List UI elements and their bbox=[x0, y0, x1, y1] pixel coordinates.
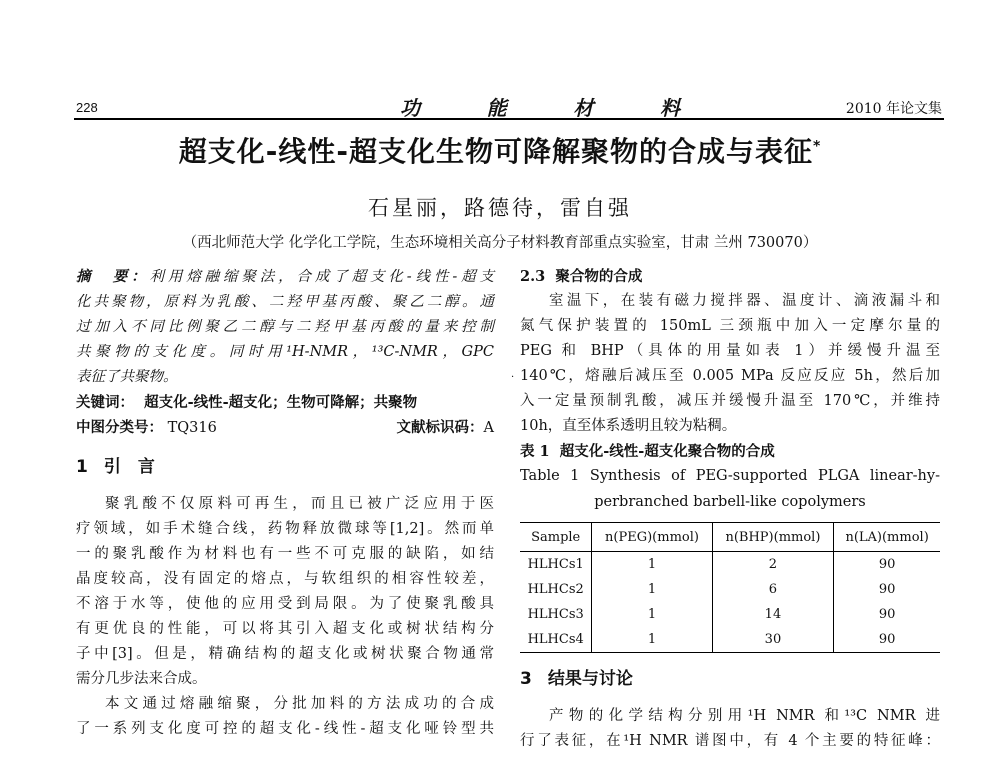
subsection-title: 聚合物的合成 bbox=[555, 268, 643, 285]
title-footnote-mark: * bbox=[812, 138, 822, 155]
keywords-value: 超支化-线性-超支化；生物可降解；共聚物 bbox=[144, 394, 418, 411]
table-caption-cn bbox=[520, 439, 940, 464]
paragraph-line: 一的聚乳酸作为材料也有一些不可克服的缺陷，如结 bbox=[76, 546, 494, 562]
table-cell: HLHCs4 bbox=[527, 632, 584, 647]
table-cell: 2 bbox=[712, 552, 834, 578]
paragraph-line: 行了表征，在¹H NMR 谱图中，有 4 个主要的特征峰： bbox=[520, 733, 940, 749]
paragraph-line: 晶度较高，没有固定的熔点，与软组织的相容性较差， bbox=[76, 571, 494, 587]
table-cell: 1 bbox=[592, 602, 712, 627]
section-number: 1 bbox=[76, 457, 88, 477]
paragraph bbox=[76, 692, 494, 742]
abstract-label: 摘 要： bbox=[76, 268, 150, 285]
abstract-line: 共聚物的支化度。同时用¹H-NMR，¹³C-NMR，GPC bbox=[76, 344, 494, 360]
subsection-heading bbox=[520, 264, 940, 289]
clc-value: TQ316 bbox=[167, 420, 217, 436]
journal-char: 料 bbox=[659, 96, 680, 120]
section-heading bbox=[76, 455, 494, 480]
paragraph-line: 本文通过熔融缩聚，分批加料的方法成功的合成 bbox=[105, 696, 494, 712]
table-row bbox=[520, 577, 940, 602]
table-cell: HLHCs2 bbox=[527, 582, 584, 597]
table-cell: 90 bbox=[834, 552, 940, 578]
paragraph-line: 子中[3]。但是，精确结构的超支化或树状聚合物通常 bbox=[76, 646, 494, 662]
right-column bbox=[520, 264, 940, 754]
affiliation: （西北师范大学 化学化工学院，生态环境相关高分子材料教育部重点实验室，甘肃 兰州 730070） bbox=[182, 235, 818, 251]
paragraph-line: 有更优良的性能，可以将其引入超支化或树状结构分 bbox=[76, 621, 494, 637]
paragraph-line: PEG 和 BHP（具体的用量如表 1）并缓慢升温至 bbox=[520, 343, 940, 359]
table-caption-en: perbranched barbell-like copolymers bbox=[594, 494, 866, 510]
synthesis-table bbox=[520, 522, 940, 653]
clc-label: 中图分类号： bbox=[76, 419, 163, 436]
margin-dot: · bbox=[511, 372, 515, 383]
table-cell: 6 bbox=[712, 577, 834, 602]
journal-name bbox=[400, 92, 680, 121]
paragraph-line: 140℃，熔融后减压至 0.005 MPa 反应反应 5h，然后加 bbox=[520, 368, 940, 384]
column-header: n(PEG)(mmol) bbox=[592, 523, 712, 552]
column-header: Sample bbox=[531, 529, 581, 545]
paragraph-line: 室温下，在装有磁力搅拌器、温度计、滴液漏斗和 bbox=[549, 293, 940, 309]
journal-char: 功 bbox=[400, 96, 420, 120]
table-title-cn: 超支化-线性-超支化聚合物的合成 bbox=[559, 443, 775, 460]
table-cell: 90 bbox=[834, 577, 940, 602]
left-column bbox=[76, 264, 494, 742]
article-title bbox=[0, 130, 1000, 170]
abstract-line: 化共聚物，原料为乳酸、二羟甲基丙酸、聚乙二醇。通 bbox=[76, 294, 494, 310]
abstract-line: 过加入不同比例聚乙二醇与二羟甲基丙酸的量来控制 bbox=[76, 319, 494, 335]
table-cell: 90 bbox=[834, 602, 940, 627]
paragraph-line: 入一定量预制乳酸，减压并缓慢升温至 170℃，并维持 bbox=[520, 393, 940, 409]
paragraph bbox=[76, 492, 494, 692]
paragraph-line: 产物的化学结构分别用¹H NMR 和¹³C NMR 进 bbox=[549, 708, 940, 724]
keywords bbox=[76, 390, 494, 415]
abstract-line: 表征了共聚物。 bbox=[76, 369, 178, 385]
table-cell: HLHCs1 bbox=[527, 557, 584, 572]
subsection-number: 2.3 bbox=[520, 268, 546, 285]
volume-label: 2010 年论文集 bbox=[845, 101, 942, 117]
table-cell: 14 bbox=[712, 602, 834, 627]
paragraph-line: 不溶于水等，使他的应用受到局限。为了使聚乳酸具 bbox=[76, 596, 494, 612]
table-header-row bbox=[520, 523, 940, 552]
table-cell: HLHCs3 bbox=[527, 607, 584, 622]
table-row bbox=[520, 627, 940, 653]
journal-char: 能 bbox=[486, 96, 507, 120]
title-text: 超支化-线性-超支化生物可降解聚物的合成与表征 bbox=[178, 135, 813, 168]
paragraph-line: 10h，直至体系透明且较为粘稠。 bbox=[520, 418, 737, 434]
paragraph-line: 疗领域，如手术缝合线，药物释放微球等[1,2]。然而单 bbox=[76, 521, 494, 537]
table-cell: 1 bbox=[592, 552, 712, 578]
keywords-label: 关键词： bbox=[76, 394, 134, 411]
journal-char: 材 bbox=[573, 96, 594, 120]
paragraph-line: 氮气保护装置的 150mL 三颈瓶中加入一定摩尔量的 bbox=[520, 318, 940, 334]
page-number: 228 bbox=[76, 100, 98, 115]
section-title: 引 言 bbox=[103, 457, 155, 477]
doc-code-value: A bbox=[483, 420, 494, 436]
table-label: 表 1 bbox=[520, 443, 550, 460]
table-cell: 1 bbox=[592, 577, 712, 602]
abstract-line: 摘 要：利用熔融缩聚法，合成了超支化-线性-超支 bbox=[76, 268, 494, 285]
table-cell: 90 bbox=[834, 627, 940, 653]
classification bbox=[76, 415, 494, 441]
column-header: n(BHP)(mmol) bbox=[712, 523, 834, 552]
paragraph-line: 了一系列支化度可控的超支化-线性-超支化哑铃型共 bbox=[76, 721, 494, 737]
paragraph bbox=[520, 704, 940, 754]
doc-code-label: 文献标识码： bbox=[396, 419, 484, 436]
table-cell: 30 bbox=[712, 627, 834, 653]
paragraph-line: 需分几步法来合成。 bbox=[76, 671, 207, 687]
abstract bbox=[76, 264, 494, 390]
table-caption-en: Table 1 Synthesis of PEG-supported PLGA linear-hy- bbox=[520, 468, 940, 484]
authors: 石星丽，路德待，雷自强 bbox=[368, 196, 632, 220]
paragraph-line: 聚乳酸不仅原料可再生，而且已被广泛应用于医 bbox=[105, 496, 494, 512]
section-number: 3 bbox=[520, 669, 532, 689]
table-row bbox=[520, 552, 940, 578]
column-header: n(LA)(mmol) bbox=[834, 523, 940, 552]
table-row bbox=[520, 602, 940, 627]
paragraph bbox=[520, 289, 940, 439]
header-rule bbox=[74, 118, 944, 120]
section-heading bbox=[520, 667, 940, 692]
section-title: 结果与讨论 bbox=[547, 669, 633, 689]
table-cell: 1 bbox=[592, 627, 712, 653]
